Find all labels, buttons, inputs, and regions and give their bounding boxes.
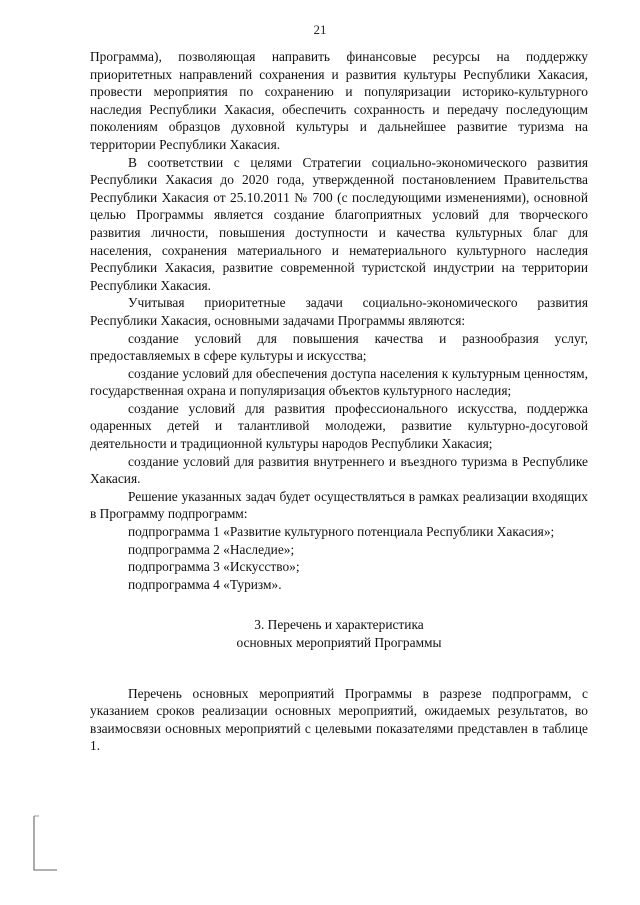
paragraph: подпрограмма 2 «Наследие»;	[128, 541, 295, 557]
paragraph: создание условий для обеспечения доступа населения к культурным ценностям, государственная охрана и популяризация объектов культурного наследия;	[90, 365, 588, 399]
paragraph: создание условий для развития профессионального искусства, поддержка одаренных детей и талантливой молодежи, развитие культурно-досуговой деятельности и традиционной культуры народов Республики Хакасия;	[90, 400, 588, 452]
paragraph: подпрограмма 4 «Туризм».	[128, 576, 282, 592]
paragraph: Учитывая приоритетные задачи социально-экономического развития Республики Хакасия, основными задачами Программы являются:	[90, 295, 588, 328]
paragraph: Перечень основных мероприятий Программы в разрезе подпрограмм, с указанием сроков реализации основных мероприятий, ожидаемых результатов, во взаимосвязи основных мероприятий с целевыми показателями представлен в таблице 1.	[90, 685, 588, 754]
paragraph: подпрограмма 1 «Развитие культурного потенциала Республики Хакасия»;	[128, 524, 555, 540]
paragraph: Программа), позволяющая направить финансовые ресурсы на поддержку приоритетных направлений сохранения и развития культуры Республики Хакасия, провести мероприятия по сохранению и популяризации историко-культурного наследия Республики Хакасия, обеспечить сохранность и передачу последующим поколениям образцов духовной культуры и дальнейшее развитие туризма на территории Республики Хакасия.	[90, 49, 588, 152]
paragraph: В соответствии с целями Стратегии социально-экономического развития Республики Хакасия до 2020 года, утвержденной постановлением Правительства Республики Хакасия от 25.10.2011 № 700 (с последующими изменениями), основной целью Программы является создание благоприятных условий для творческого развития личности, повышения доступности и качества культурных благ для населения, сохранения материального и нематериального культурного наследия Республики Хакасия, развитие современной туристской индустрии на территории Республики Хакасия.	[90, 154, 588, 293]
paragraph: Решение указанных задач будет осуществляться в рамках реализации входящих в Программу подпрограмм:	[90, 488, 588, 522]
section-heading	[90, 616, 588, 651]
paragraph: создание условий для повышения качества и разнообразия услуг, предоставляемых в сфере культуры и искусства;	[90, 330, 588, 364]
section-heading-line-1: 3. Перечень и характеристика	[254, 617, 424, 633]
margin-bracket-mark	[31, 812, 61, 874]
paragraphs-before-heading	[90, 48, 588, 593]
page-number: 21	[313, 22, 327, 37]
paragraphs-after-heading	[90, 685, 588, 755]
document-body	[90, 48, 588, 755]
paragraph: подпрограмма 3 «Искусство»;	[128, 559, 300, 575]
paragraph: создание условий для развития внутреннего и въездного туризма в Республике Хакасия.	[90, 453, 588, 487]
section-heading-line-2: основных мероприятий Программы	[236, 635, 442, 650]
